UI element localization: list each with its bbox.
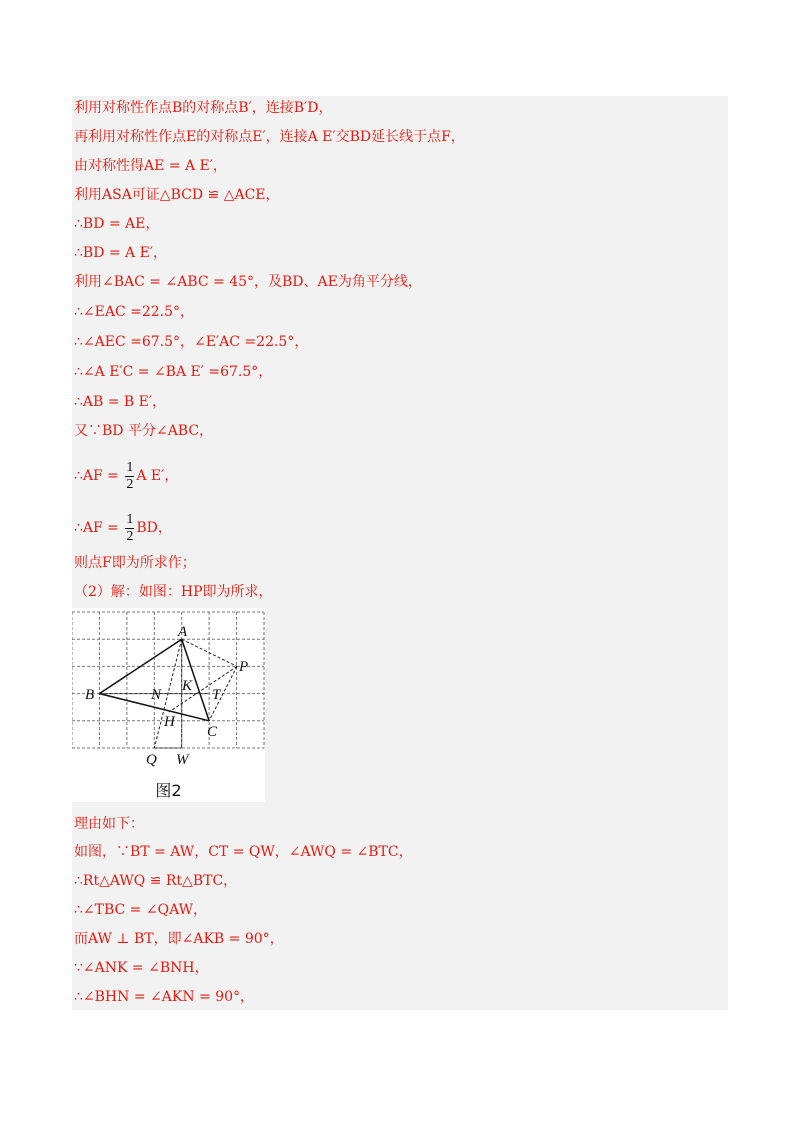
solution-line: [74, 154, 227, 178]
solution-line: [74, 390, 166, 414]
solution-line: [74, 551, 196, 575]
point-label-q: Q: [146, 752, 157, 768]
geometry-figure: [72, 608, 265, 802]
line-text: ∴∠TBC = ∠QAW，: [74, 902, 208, 918]
line-text: （2）解：如图：HP即为所求，: [74, 584, 273, 600]
point-label-n: N: [151, 687, 162, 703]
point-label-w: W: [176, 752, 189, 768]
solution-line: [74, 985, 254, 1009]
line-text: ∴BD = AE，: [74, 216, 160, 232]
point-label-b: B: [85, 687, 95, 703]
line-text: 如图，∵BT = AW，CT = QW，∠AWQ = ∠BTC，: [74, 844, 413, 860]
fraction-numerator: 1: [126, 511, 134, 527]
solution-line: [74, 840, 413, 864]
line-text: 则点F即为所求作；: [74, 555, 196, 571]
solution-line: [74, 869, 237, 893]
figure-caption: 图2: [155, 781, 182, 800]
solution-line: [74, 898, 207, 922]
point-label-k: K: [182, 678, 193, 694]
fraction-numerator: 1: [126, 459, 134, 475]
line-text: ∴AF =: [74, 468, 124, 484]
line-text: 利用∠BAC = ∠ABC = 45°，及BD、AE为角平分线，: [74, 274, 422, 290]
line-text: 又∵BD 平分∠ABC，: [74, 423, 214, 439]
solution-line: [74, 330, 308, 354]
fraction: [125, 460, 134, 493]
line-text: 利用对称性作点B的对称点B′，连接B′D，: [74, 100, 333, 116]
line-text: 理由如下：: [74, 816, 144, 832]
line-text: 由对称性得AE = A E′，: [74, 158, 227, 174]
grid-figure-svg: [72, 608, 265, 778]
line-text: ∴∠AEC =67.5°，∠E′AC =22.5°，: [74, 334, 309, 350]
line-text: 而AW ⊥ BT，即∠AKB = 90°，: [74, 931, 284, 947]
line-text: ∴AB = B E′，: [74, 394, 167, 410]
solution-line: [74, 456, 178, 496]
solution-line: [74, 580, 273, 604]
solution-line: [74, 300, 194, 324]
line-text: ∴BD = A E′，: [74, 245, 168, 261]
line-text: 利用ASA可证△BCD ≌ △ACE，: [74, 187, 280, 203]
fraction-denominator: 2: [126, 528, 134, 544]
line-text: ∴∠BHN = ∠AKN = 90°，: [74, 989, 255, 1005]
line-text: ∴AF =: [74, 520, 124, 536]
point-label-t: T: [212, 687, 221, 703]
solution-line: [74, 812, 144, 836]
solution-line: [74, 96, 332, 120]
solution-line: [74, 125, 465, 149]
point-label-p: P: [239, 659, 249, 675]
solution-line: [74, 212, 159, 236]
point-label-c: C: [207, 724, 218, 740]
solution-line: [74, 241, 167, 265]
solution-line: [74, 360, 272, 384]
fraction-denominator: 2: [126, 476, 134, 492]
fraction: [125, 512, 134, 545]
solution-line: [74, 183, 280, 207]
solution-line: [74, 927, 284, 951]
line-text: ∴Rt△AWQ ≌ Rt△BTC，: [74, 873, 238, 889]
point-label-a: A: [178, 624, 188, 640]
solution-line: [74, 508, 172, 548]
line-text: ∴∠A E′C = ∠BA E′ =67.5°，: [74, 364, 273, 380]
point-label-h: H: [164, 714, 175, 730]
solution-line: [74, 419, 213, 443]
solution-line: [74, 270, 422, 294]
line-text-after: A E′，: [136, 468, 179, 484]
solution-line: [74, 956, 209, 980]
line-text: ∵∠ANK = ∠BNH，: [74, 960, 209, 976]
line-text: 再利用对称性作点E的对称点E′，连接A E′交BD延长线于点F，: [74, 129, 465, 145]
line-text-after: BD，: [136, 520, 172, 536]
line-text: ∴∠EAC =22.5°，: [74, 304, 195, 320]
